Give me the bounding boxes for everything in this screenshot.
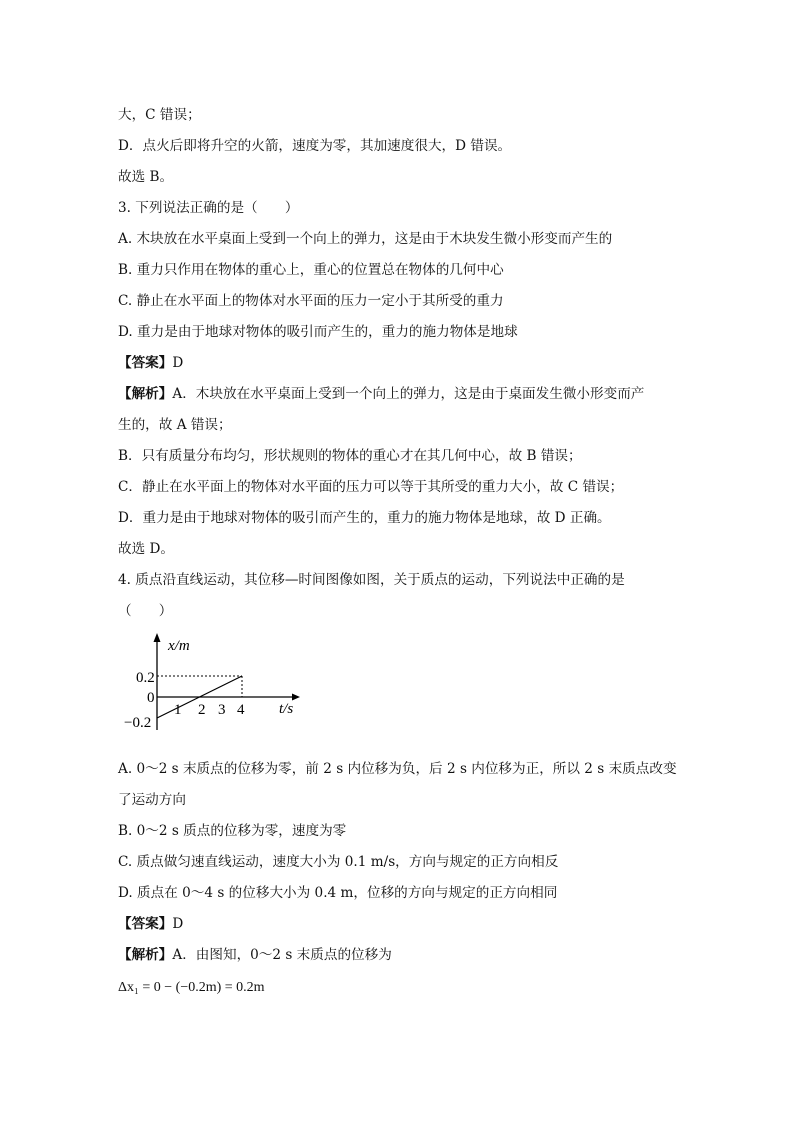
answer-tag: 【答案】 [118,916,173,932]
text-line [118,853,558,871]
text-line [118,261,504,279]
text-line [118,168,173,186]
x-tick-label: 4 [237,702,245,718]
displacement-time-graph [112,630,312,735]
text-line [118,915,183,933]
x-axis-label: t/s [279,701,294,717]
line-text: 大，C 错误； [118,107,201,123]
line-text: A．木块放在水平桌面上受到一个向上的弹力，这是由于桌面发生微小形变而产 [172,386,645,402]
line-text: 3. 下列说法正确的是（ ） [118,200,299,216]
text-line [118,946,392,964]
text-line [118,540,174,558]
text-line [118,478,623,496]
line-text: C. 静止在水平面上的物体对水平面的压力一定小于其所受的重力 [118,293,504,309]
text-line [118,509,611,527]
line-text: A. 木块放在水平桌面上受到一个向上的弹力，这是由于木块发生微小形变而产生的 [118,231,613,247]
text-line [118,822,346,840]
line-text: A．由图知，0～2 s 末质点的位移为 [172,947,392,963]
answer-tag: 【解析】 [118,947,173,963]
text-line [118,602,172,620]
line-text: D．点火后即将升空的火箭，速度为零，其加速度很大，D 错误。 [118,138,512,154]
text-line [118,884,557,902]
line-text: D [172,355,184,371]
y-tick-label: 0.2 [136,670,155,686]
line-text: 故选 B。 [118,169,174,185]
line-text: D. 重力是由于地球对物体的吸引而产生的，重力的施力物体是地球 [118,324,518,340]
text-line [118,137,511,155]
x-tick-label: 2 [198,702,206,718]
x-tick-label: 1 [174,702,182,718]
line-text: D. 质点在 0～4 s 的位移大小为 0.4 m，位移的方向与规定的正方向相同 [118,885,558,901]
answer-tag: 【解析】 [118,386,173,402]
formula: Δx₁ = 0 − (−0.2m) = 0.2m [118,980,265,995]
x-axis-arrow-icon [292,694,300,701]
text-line [118,292,504,310]
y-tick-label: 0 [147,690,155,706]
text-line [118,791,186,809]
line-text: B. 重力只作用在物体的重心上，重心的位置总在物体的几何中心 [118,262,504,278]
x-tick-label: 3 [218,702,226,718]
text-line [118,385,644,403]
y-axis-label: x/m [168,638,190,654]
line-text: C．静止在水平面上的物体对水平面的压力可以等于其所受的重力大小，故 C 错误； [118,479,624,495]
text-line [118,106,201,124]
line-text: D．重力是由于地球对物体的吸引而产生的，重力的施力物体是地球，故 D 正确。 [118,510,611,526]
text-line [118,571,625,589]
line-text: C. 质点做匀速直线运动，速度大小为 0.1 m/s，方向与规定的正方向相反 [118,854,559,870]
text-line [118,760,677,778]
line-text: 了运动方向 [118,792,186,808]
y-axis-arrow-icon [154,633,161,642]
text-line [118,199,298,217]
text-line [118,323,518,341]
text-line [118,416,232,434]
text-line [118,354,183,372]
y-tick-label: −0.2 [124,715,152,731]
line-text: A. 0～2 s 末质点的位移为零，前 2 s 内位移为负，后 2 s 内位移为正，所以 2 s 末质点改变 [118,761,677,777]
line-text: B．只有质量分布均匀，形状规则的物体的重心才在其几何中心，故 B 错误； [118,448,582,464]
line-text: D [172,916,184,932]
line-text: 生的，故 A 错误； [118,417,232,433]
line-text: B. 0～2 s 质点的位移为零，速度为零 [118,823,347,839]
line-text: 故选 D。 [118,541,175,557]
line-text: （ ） [118,603,173,619]
answer-tag: 【答案】 [118,355,173,371]
line-text: 4. 质点沿直线运动，其位移—时间图像如图，关于质点的运动，下列说法中正确的是 [118,572,625,588]
text-line [118,447,582,465]
text-line [118,230,612,248]
